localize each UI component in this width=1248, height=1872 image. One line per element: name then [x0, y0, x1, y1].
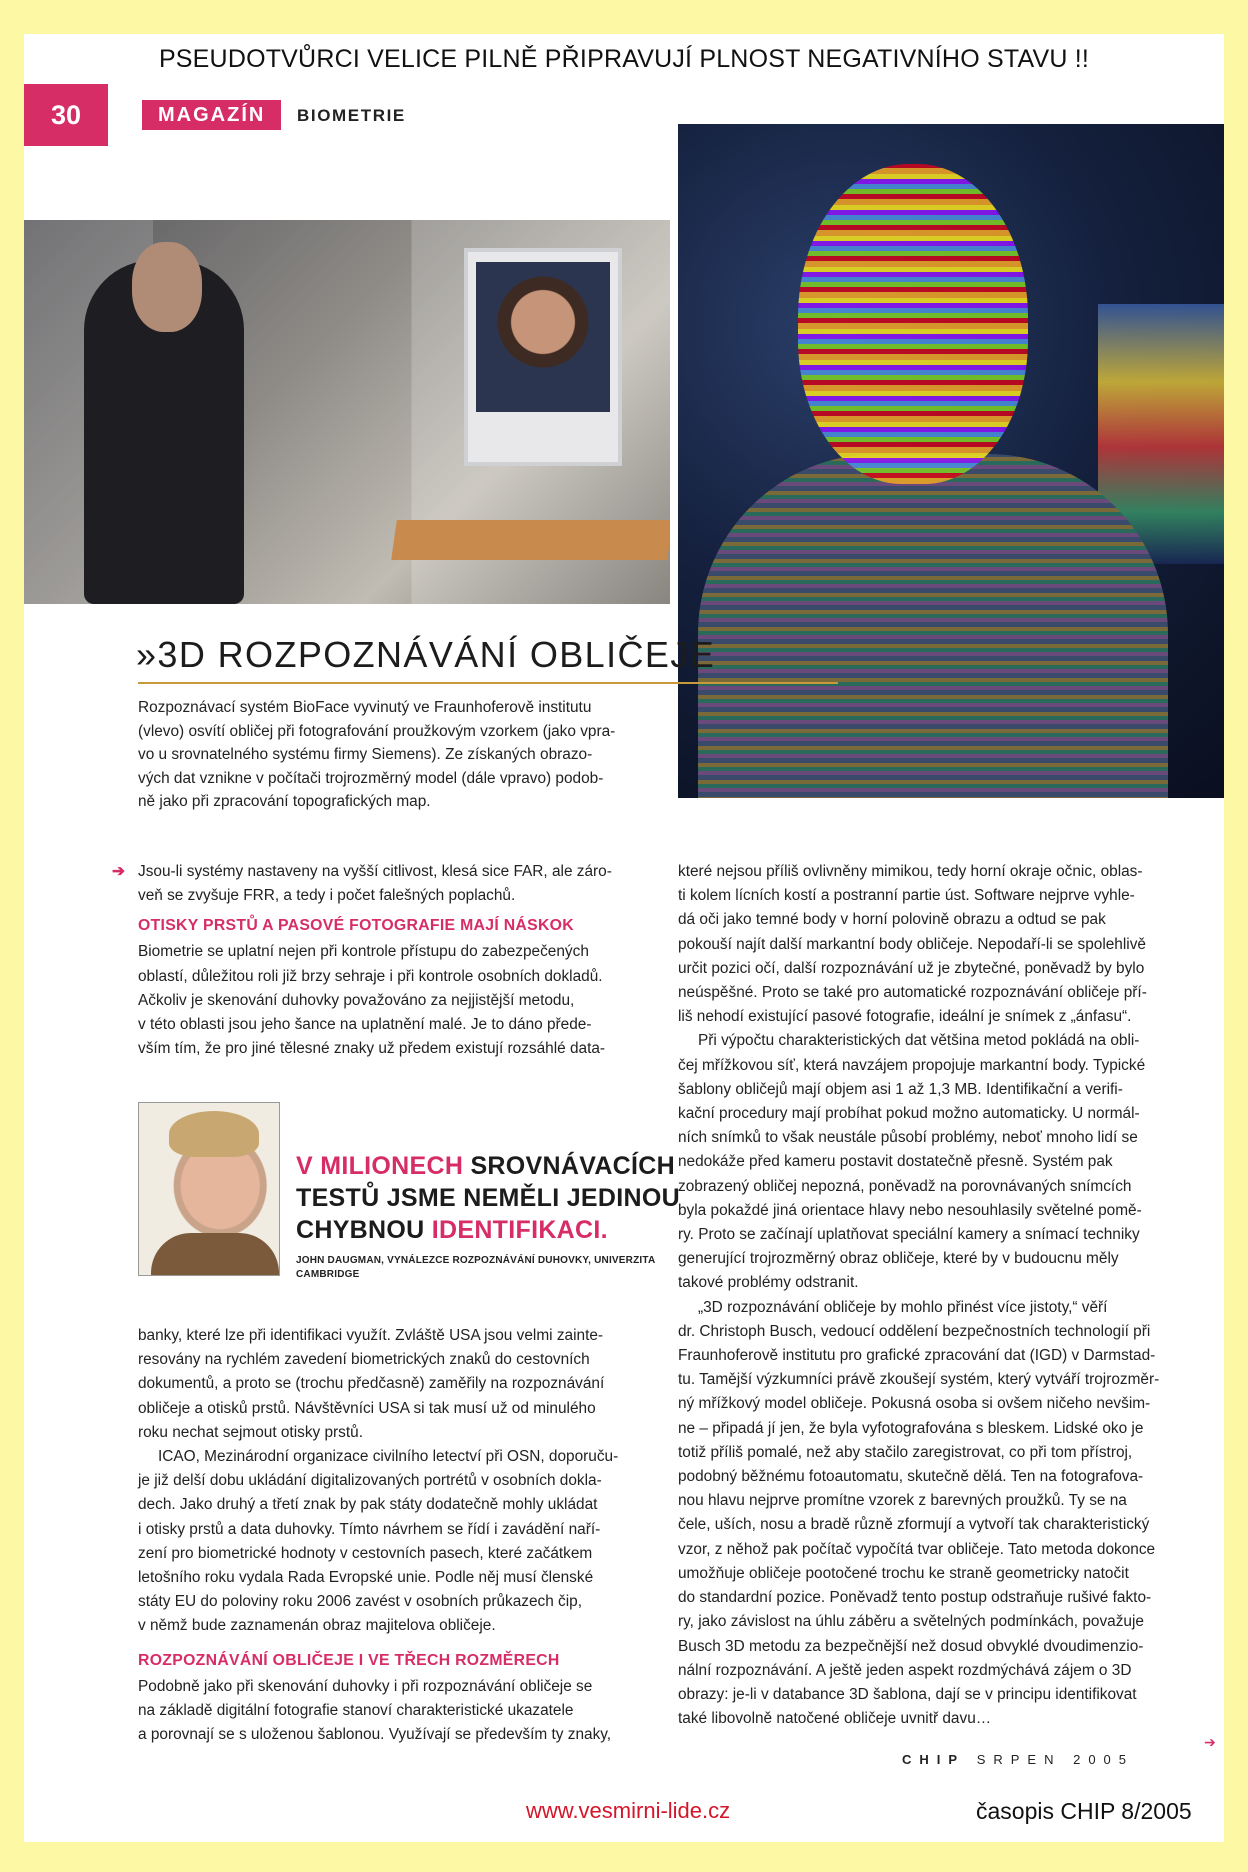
magazine-page [24, 34, 1224, 1842]
left-column-top: ➔ Jsou-li systémy nastaveny na vyšší citlivost, klesá sice FAR, ale záro- veň se zvyšuje FRR, a tedy i počet falešných poplachů. OTISKY PRSTŮ A PASOVÉ FOTOGRAFIE MAJÍ NÁSKOK Biometrie se uplatní nejen při kontrole přístupu do zabezpečených oblastí, důležitou roli již brzy sehraje i při kontrole osobních dokladů. Ačkoliv je skenování duhovky považováno za nejjistější metodu, v této oblasti jsou jeho šance na uplatnění malé. Je to dáno přede- vším tím, že pro jiné tělesné znaky už předem existují rozsáhlé data- [138, 860, 672, 1061]
pull-quote: V MILIONECH SROVNÁVACÍCH TESTŮ JSME NEMĚLI JEDINOU CHYBNOU IDENTIFIKACI. [296, 1152, 680, 1244]
page-number: 30 [24, 84, 108, 146]
photo-striped-face [798, 164, 1028, 484]
heading-3d-recognition: ROZPOZNÁVÁNÍ OBLIČEJE I VE TŘECH ROZMĚRECH [138, 1651, 560, 1669]
daugman-portrait [138, 1102, 280, 1276]
photo-desk [391, 520, 670, 560]
section-tag: MAGAZÍN [142, 100, 281, 130]
striped-face-photo [678, 124, 1224, 798]
left-column-bottom: banky, které lze při identifikaci využít. Zvláště USA jsou velmi zainte- resovány na rychlém zavedení biometrických znaků do cestovních dokumentů, a proto se (trochu předčasně) zaměřily na rozpoznávání obličeje a otisků prstů. Návštěvníci USA si tak musí už od minulého roku nechat sejmout otisky prstů. ICAO, Mezinárodní organizace civilního letectví při OSN, doporuču- je již delší dobu ukládání digitalizovaných portrétů v osobních dokla- dech. Jako druhý a třetí znak by pak státy dodatečně mohly ukládat i otisky prstů a data duhovky. Tímto návrhem se řídí i zavádění naří- zení pro biometrické hodnoty v cestovních pasech, které začátkem letošního roku vydala Rada Evropské unie. Podle něj musí členské státy EU do poloviny roku 2006 zavést v osobních průkazech čip, v němž bude zaznamenán obraz majitelova obličeje. ROZPOZNÁVÁNÍ OBLIČEJE I VE TŘECH ROZMĚRECH Podobně jako při skenování duhovky i při rozpoznávání obličeje se na základě digitální fotografie stanoví charakteristické ukazatele a porovnají se s uloženou šablonou. Využívají se především ty znaky, [138, 1324, 672, 1747]
photo-person-head [132, 242, 202, 332]
quote-author: JOHN DAUGMAN, VYNÁLEZCE ROZPOZNÁVÁNÍ DUHOVKY, UNIVERZITA CAMBRIDGE [296, 1255, 655, 1280]
subsection-label: BIOMETRIE [297, 106, 406, 125]
footer-source: časopis CHIP 8/2005 [976, 1798, 1192, 1824]
footer-issue: CHIP SRPEN 2005 [902, 1752, 1135, 1767]
photo-striped-body [698, 454, 1168, 798]
caption-title: »3D ROZPOZNÁVÁNÍ OBLIČEJE [136, 634, 716, 675]
caption-divider [138, 682, 838, 684]
caption-text: Rozpoznávací systém BioFace vyvinutý ve Fraunhoferově institutu (vlevo) osvítí obličej při fotografování proužkovým vzorkem (jako vpra- vo u srovnatelného systému firmy Siemens). Ze získaných obrazo- vých dat vznikne v počítači trojrozměrný model (dále vpravo) podob- ně jako při zpracování topografických map. [138, 699, 616, 810]
portrait-hair [169, 1111, 259, 1157]
footer-url[interactable]: www.vesmirni-lide.cz [526, 1798, 731, 1823]
continue-arrow-icon: ➔ [1204, 1734, 1216, 1750]
heading-fingerprints: OTISKY PRSTŮ A PASOVÉ FOTOGRAFIE MAJÍ NÁSKOK [138, 917, 574, 935]
right-column: které nejsou příliš ovlivněny mimikou, tedy horní okraje očnic, oblas- ti kolem lícních kostí a postranní partie úst. Software nejprve vyhle- dá oči jako temné body v horní polovině obrazu a odtud se pak pokouší najít další markantní body obličeje. Nepodaří-li se spolehlivě určit pozici očí, další rozpoznávání už je zbytečné, poněvadž by bylo neúspěšné. Proto se také pro automatické rozpoznávání obličeje pří- liš nehodí existující pasové fotografie, ideální je snímek z „ánfasu“. Při výpočtu charakteristických dat většina metod pokládá na obli- čej mřížkovou síť, která navzájem propojuje markantní body. Typické šablony obličejů mají objem asi 1 až 1,3 MB. Identifikační a verifi- kační procedury mají probíhat pokud možno automaticky. U normál- ních snímků to však neustále působí problémy, neboť mnoho lidí se nedokáže před kameru postavit dostatečně přesně. Systém pak zobrazený obličej nepozná, poněvadž na porovnávaných snímcích byla pokaždé jiná orientace hlavy nebo nesouhlasily světelné pomě- ry. Proto se začínají uplatňovat speciální kamery a snímací techniky generující trojrozměrný obraz obličeje, které by v budoucnu měly takové problémy odstranit. „3D rozpoznávání obličeje by mohlo přinést více jistoty,“ věří dr. Christoph Busch, vedoucí oddělení bezpečnostních technologií při Fraunhoferově institutu pro grafické zpracování dat (IGD) v Darmstad- tu. Tamější výzkumníci právě zkoušejí systém, který vytváří trojrozměr- ný mřížkový model obličeje. Pokusná osoba si ovšem ničeho nevšim- ne – připadá jí jen, že byla vyfotografována s bleskem. Lidské oko je totiž příliš pomalé, než aby stačilo zaregistrovat, co při tom přístroj, podobný běžnému fotoautomatu, skutečně dělá. Ten na fotografova- nou hlavu nejprve promítne vzorek z barevných proužků. Ty se na čele, uších, nosu a bradě různě zformují a vytvoří tak charakteristický vzor, z něhož pak počítač vypočítá tvar obličeje. Tato metoda dokonce umožňuje obličeje pootočené trochu ke straně geometricky natočit do standardní pozice. Poněvadž tento postup odstraňuje rušivé fakto- ry, jako závislost na úhlu záběru a světelných podmínkách, považuje Busch 3D metodu za bezpečnější než dosud obvyklé dvoudimenzio- nální rozpoznávání. A ještě jeden aspekt rozdmýchává zájem o 3D obrazy: je-li v databance 3D šablona, dají se v principu identifikovat také libovolně natočené obličeje uvnitř davu… [678, 863, 1160, 1728]
photo-monitor-screen [476, 262, 610, 412]
top-banner: PSEUDOTVŮRCI VELICE PILNĚ PŘIPRAVUJÍ PLNOST NEGATIVNÍHO STAVU !! [158, 45, 1090, 73]
portrait-shirt [151, 1233, 279, 1276]
arrow-icon: ➔ [112, 863, 125, 880]
bioface-photo [24, 220, 670, 604]
photo-monitor [464, 248, 622, 466]
